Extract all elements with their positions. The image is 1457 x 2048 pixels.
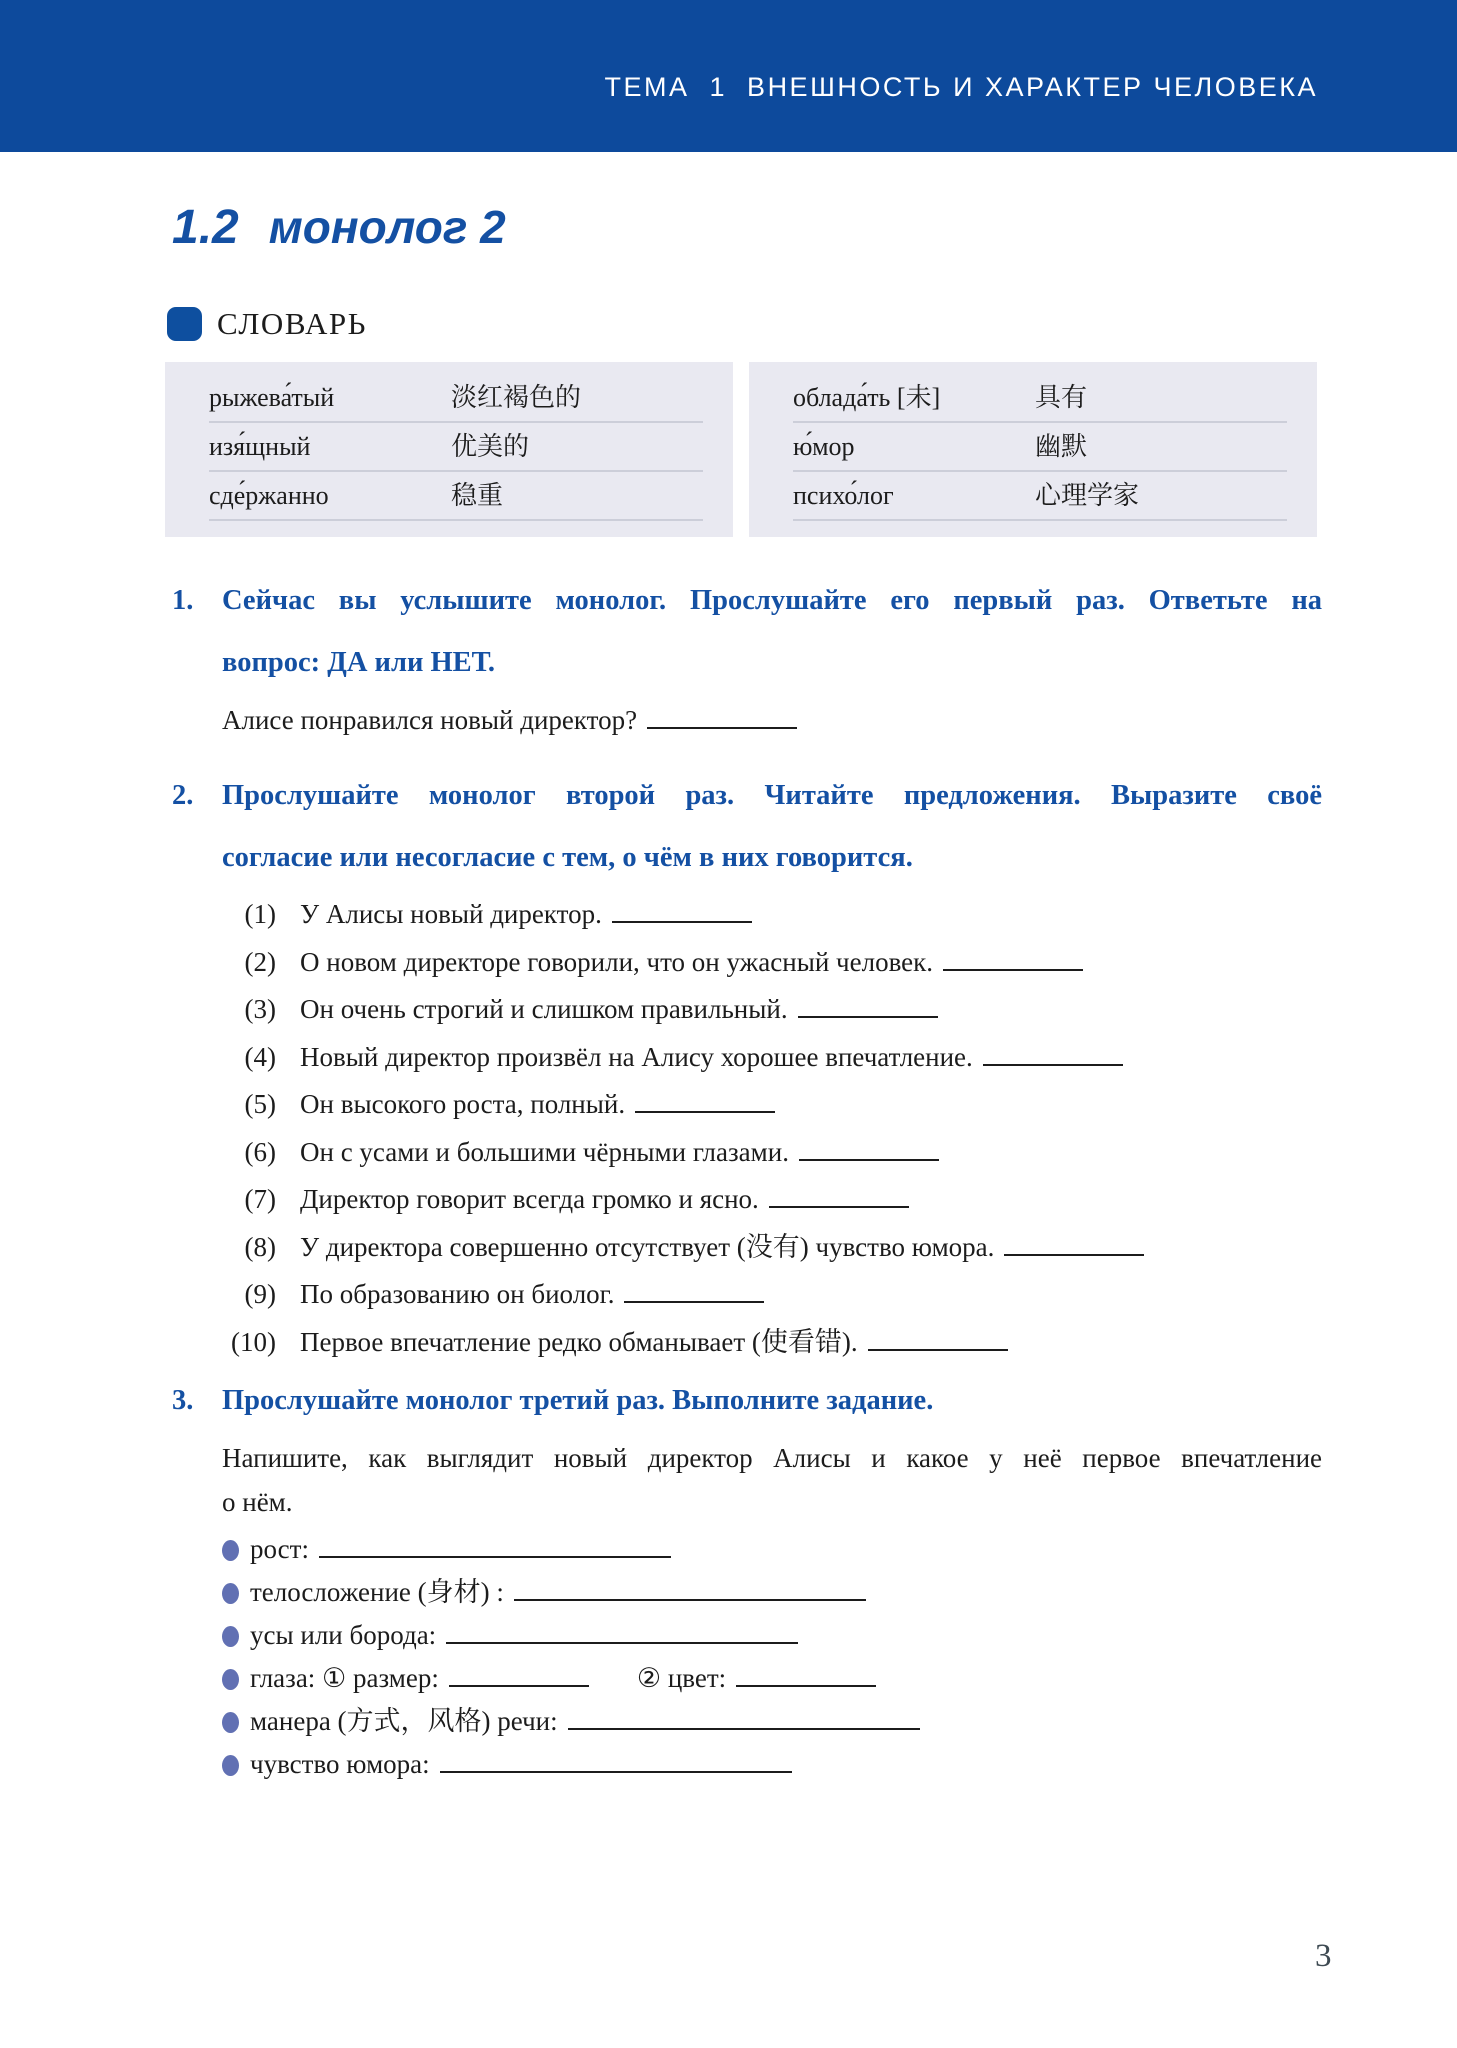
exercise-1	[172, 570, 1322, 744]
item-text: У Алисы новый директор.	[300, 899, 602, 929]
bullet-answer-blank	[319, 1532, 671, 1558]
section-number: 1.2	[172, 201, 239, 254]
item-answer-blank	[868, 1324, 1008, 1350]
vocab-heading	[167, 306, 367, 342]
item-answer-blank	[943, 944, 1083, 970]
item-number: (3)	[244, 994, 276, 1024]
vocab-box-right	[749, 362, 1317, 537]
bullet-text: глаза: ① размер:	[250, 1663, 439, 1693]
vocab-row	[209, 374, 703, 423]
exercise-item	[172, 1319, 1322, 1367]
bullet-text: усы или борода:	[250, 1620, 437, 1650]
exercise-header-line: вопрос: ДА или НЕТ.	[222, 647, 495, 678]
exercise-3	[172, 1370, 1322, 1786]
exercise-1-number: 1.	[172, 585, 194, 616]
exercise-2-items	[172, 891, 1322, 1366]
item-text: Он очень строгий и слишком правильный.	[300, 994, 788, 1024]
bullet-text: рост:	[250, 1534, 309, 1564]
page-number: 3	[1315, 1938, 1332, 1974]
bullet-text: ② цвет:	[636, 1663, 727, 1693]
exercise-header-line: согласие или несогласие с тем, о чём в них говорится.	[222, 842, 913, 873]
exercise-1-header-lines	[222, 570, 1322, 694]
item-text: Он высокого роста, полный.	[300, 1089, 626, 1119]
exercise-item	[172, 986, 1322, 1034]
exercise-2	[172, 765, 1322, 1366]
exercise-intro-line: о нём.	[222, 1487, 293, 1517]
bullet-item	[222, 1528, 1322, 1571]
answer-blank	[647, 703, 797, 729]
exercise-1-question	[172, 697, 1322, 744]
item-answer-blank	[612, 897, 752, 923]
bullet-item	[222, 1571, 1322, 1614]
item-answer-blank	[983, 1039, 1123, 1065]
vocab-term: облада́ть [未]	[793, 383, 941, 412]
section-title	[172, 200, 506, 255]
item-answer-blank	[624, 1277, 764, 1303]
exercise-item	[172, 1081, 1322, 1129]
exercise-item	[172, 1034, 1322, 1082]
vocab-term: рыжева́тый	[209, 383, 335, 412]
item-answer-blank	[635, 1087, 775, 1113]
bullet-answer-blank	[446, 1618, 798, 1644]
item-answer-blank	[1004, 1229, 1144, 1255]
item-number: (1)	[244, 899, 276, 929]
section-name: монолог 2	[268, 201, 506, 253]
item-text: По образованию он биолог.	[300, 1279, 615, 1309]
question-text: Алисе понравился новый директор?	[222, 705, 638, 735]
exercise-2-header	[172, 765, 1322, 889]
bullet-marker-icon	[222, 1540, 239, 1561]
item-text: Директор говорит всегда громко и ясно.	[300, 1184, 759, 1214]
vocab-term: сде́ржанно	[209, 481, 329, 510]
exercise-3-intro	[172, 1436, 1322, 1524]
item-number: (9)	[244, 1279, 276, 1309]
header-band-title: ТЕМА 1 ВНЕШНОСТЬ И ХАРАКТЕР ЧЕЛОВЕКА	[604, 72, 1318, 102]
vocab-row	[793, 374, 1287, 423]
item-answer-blank	[769, 1182, 909, 1208]
bullet-answer-blank	[449, 1661, 589, 1687]
vocab-translation: 优美的	[451, 432, 530, 461]
exercise-3-header	[172, 1370, 1322, 1432]
vocab-translation: 心理学家	[1035, 481, 1140, 510]
vocab-translation: 幽默	[1035, 432, 1088, 461]
bullet-marker-icon	[222, 1712, 239, 1733]
item-number: (8)	[244, 1231, 276, 1262]
vocab-translation: 稳重	[451, 481, 504, 510]
exercise-item	[172, 1129, 1322, 1177]
exercise-intro-line: Напишите, как выглядит новый директор Алисы и какое у неё первое впечатление	[222, 1443, 1322, 1473]
vocab-row	[209, 423, 703, 472]
item-text: Новый директор произвёл на Алису хорошее впечатление.	[300, 1041, 973, 1072]
bullet-marker-icon	[222, 1669, 239, 1690]
exercise-item	[172, 939, 1322, 987]
bullet-item	[222, 1614, 1322, 1657]
exercise-2-header-lines	[222, 765, 1322, 889]
exercise-3-header-lines	[222, 1370, 1322, 1432]
vocab-row	[793, 423, 1287, 472]
item-number: (10)	[231, 1326, 276, 1357]
vocab-term: психо́лог	[793, 481, 894, 510]
bullet-item	[222, 1657, 1322, 1700]
header-band	[0, 0, 1457, 152]
exercise-2-number: 2.	[172, 780, 194, 811]
bullet-text: чувство юмора:	[250, 1749, 430, 1779]
exercise-header-line: Прослушайте монолог третий раз. Выполните задание.	[222, 1385, 934, 1416]
item-number: (6)	[244, 1136, 276, 1167]
vocab-section	[165, 362, 1317, 537]
item-number: (5)	[244, 1089, 276, 1119]
exercise-1-header	[172, 570, 1322, 694]
exercise-3-number: 3.	[172, 1385, 194, 1416]
bullet-marker-icon	[222, 1626, 239, 1647]
item-text: Он с усами и большими чёрными глазами.	[300, 1136, 789, 1167]
exercise-header-line: Прослушайте монолог второй раз. Читайте предложения. Выразите своё	[222, 780, 1322, 811]
exercise-item	[172, 891, 1322, 939]
bullet-marker-icon	[222, 1755, 239, 1776]
bullet-text: телосложение (身材) :	[250, 1577, 504, 1607]
vocab-box-left	[165, 362, 733, 537]
exercise-item	[172, 1176, 1322, 1224]
exercise-item	[172, 1271, 1322, 1319]
bullet-item	[222, 1700, 1322, 1743]
exercise-3-bullets	[172, 1528, 1322, 1786]
bullet-answer-blank	[440, 1747, 792, 1773]
bullet-answer-blank	[514, 1575, 866, 1601]
exercise-header-line: Сейчас вы услышите монолог. Прослушайте его первый раз. Ответьте на	[222, 585, 1322, 616]
item-text: Первое впечатление редко обманывает (使看错).	[300, 1326, 858, 1357]
item-number: (7)	[244, 1184, 276, 1214]
vocab-row	[793, 472, 1287, 521]
vocab-translation: 淡红褐色的	[451, 383, 582, 412]
item-number: (4)	[244, 1041, 276, 1072]
vocab-bullet-icon	[167, 307, 202, 341]
bullet-marker-icon	[222, 1583, 239, 1604]
vocab-translation: 具有	[1035, 383, 1088, 412]
bullet-item	[222, 1743, 1322, 1786]
item-number: (2)	[244, 946, 276, 977]
bullet-text: манера (方式，风格) речи:	[250, 1706, 558, 1736]
item-text: О новом директоре говорили, что он ужасный человек.	[300, 946, 934, 977]
item-answer-blank	[798, 992, 938, 1018]
vocab-term: изя́щный	[209, 432, 311, 461]
vocab-heading-label: СЛОВАРЬ	[217, 306, 367, 341]
bullet-answer-blank	[568, 1704, 920, 1730]
item-answer-blank	[799, 1134, 939, 1160]
item-text: У директора совершенно отсутствует (没有) чувство юмора.	[300, 1231, 995, 1262]
vocab-term: ю́мор	[793, 432, 855, 461]
vocab-row	[209, 472, 703, 521]
bullet-answer-blank	[736, 1661, 876, 1687]
exercise-item	[172, 1224, 1322, 1272]
